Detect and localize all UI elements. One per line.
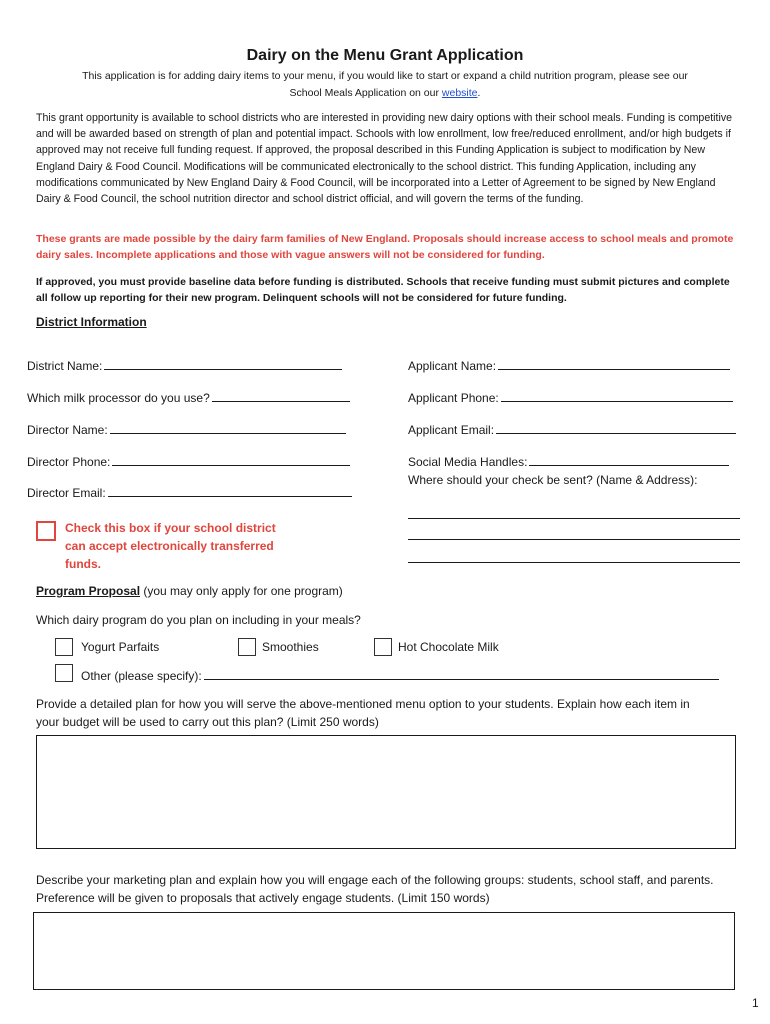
eft-label-line-3: funds. bbox=[65, 557, 101, 571]
program-proposal-note: (you may only apply for one program) bbox=[140, 584, 343, 598]
check-address-line-2[interactable] bbox=[408, 539, 740, 540]
applicant-phone-field[interactable] bbox=[408, 389, 733, 405]
smoothies-checkbox[interactable] bbox=[238, 638, 256, 656]
program-question: Which dairy program do you plan on including in your meals? bbox=[36, 613, 361, 627]
plan-prompt: Provide a detailed plan for how you will serve the above-mentioned menu option to your students. Explain how each item in your budget will be used to carry out this plan? (Limit 250 words) bbox=[36, 697, 690, 729]
yogurt-parfaits-label: Yogurt Parfaits bbox=[81, 640, 160, 654]
applicant-phone-label: Applicant Phone: bbox=[408, 391, 499, 405]
social-media-field[interactable] bbox=[408, 453, 729, 469]
eft-label-line-2: can accept electronically transferred bbox=[65, 539, 274, 553]
director-phone-line[interactable] bbox=[112, 453, 350, 466]
applicant-email-field[interactable] bbox=[408, 421, 736, 437]
district-name-line[interactable] bbox=[104, 357, 342, 370]
director-name-label: Director Name: bbox=[27, 423, 108, 437]
program-proposal-heading-row bbox=[36, 584, 343, 598]
director-name-field[interactable] bbox=[27, 421, 346, 437]
applicant-name-label: Applicant Name: bbox=[408, 359, 497, 373]
social-media-line[interactable] bbox=[529, 453, 729, 466]
milk-processor-line[interactable] bbox=[212, 389, 350, 402]
reporting-notice: If approved, you must provide baseline data before funding is distributed. Schools that receive funding must submit pictures and complete all follow up reporting for their new program. Delinquent schools will not be considered for future funding. bbox=[36, 276, 730, 305]
other-program-checkbox[interactable] bbox=[55, 664, 73, 682]
applicant-email-line[interactable] bbox=[496, 421, 736, 434]
eft-label-line-1: Check this box if your school district bbox=[65, 521, 276, 535]
intro-line-1: This application is for adding dairy items to your menu, if you would like to start or expand a child nutrition program, please see our bbox=[82, 70, 688, 82]
yogurt-parfaits-checkbox[interactable] bbox=[55, 638, 73, 656]
intro-line-2: School Meals Application on our bbox=[289, 87, 439, 99]
marketing-textarea[interactable] bbox=[33, 912, 735, 990]
district-information-heading: District Information bbox=[36, 315, 147, 329]
smoothies-label: Smoothies bbox=[262, 640, 319, 654]
check-address-line-1[interactable] bbox=[408, 518, 740, 519]
intro-text bbox=[30, 68, 740, 102]
eft-checkbox[interactable] bbox=[36, 521, 56, 541]
page-title: Dairy on the Menu Grant Application bbox=[246, 47, 524, 64]
other-program-line[interactable] bbox=[204, 667, 719, 680]
eft-label bbox=[65, 519, 276, 573]
grant-description: This grant opportunity is available to school districts who are interested in providing new dairy options with their school meals. Funding is competitive and will be awarded based on strength of plan and potential impact. Schools with low enrollment, low free/reduced enrollment, and/or high budgets if approved may not receive full funding request. If approved, the proposal described in this Funding Application is subject to modification by New England Dairy & Food Council. Modifications will be communicated electronically to the school district. This funding Application, including any modifications communicated by New England Dairy & Food Council, will be incorporated into a Letter of Agreement to be signed by New England Dairy & Food Council, the school nutrition director and school district official, and will govern the terms of the funding. bbox=[36, 112, 733, 206]
hot-chocolate-milk-checkbox[interactable] bbox=[374, 638, 392, 656]
marketing-prompt: Describe your marketing plan and explain how you will engage each of the following groups: students, school staff, and parents. Preference will be given to proposals that actively engage students. (Limit 150 words) bbox=[36, 873, 714, 905]
director-phone-field[interactable] bbox=[27, 453, 350, 469]
milk-processor-field[interactable] bbox=[27, 389, 350, 405]
applicant-email-label: Applicant Email: bbox=[408, 423, 495, 437]
page-number: 1 bbox=[752, 996, 759, 1010]
website-link[interactable]: website bbox=[441, 87, 478, 99]
district-name-label: District Name: bbox=[27, 359, 103, 373]
director-email-line[interactable] bbox=[108, 484, 352, 497]
applicant-phone-line[interactable] bbox=[501, 389, 733, 402]
other-program-field[interactable] bbox=[81, 667, 719, 683]
applicant-name-line[interactable] bbox=[498, 357, 730, 370]
director-name-line[interactable] bbox=[110, 421, 346, 434]
applicant-name-field[interactable] bbox=[408, 357, 730, 373]
social-media-label: Social Media Handles: bbox=[408, 455, 528, 469]
director-email-field[interactable] bbox=[27, 484, 352, 500]
check-address-label: Where should your check be sent? (Name & Address): bbox=[408, 473, 698, 487]
district-name-field[interactable] bbox=[27, 357, 342, 373]
intro-period: . bbox=[477, 87, 481, 99]
check-address-line-3[interactable] bbox=[408, 562, 740, 563]
plan-textarea[interactable] bbox=[36, 735, 736, 849]
program-proposal-heading: Program Proposal bbox=[36, 584, 141, 598]
funding-notice: These grants are made possible by the dairy farm families of New England. Proposals should increase access to school meals and promote dairy sales. Incomplete applications and those with vague answers will not be considered for funding. bbox=[36, 233, 734, 262]
milk-processor-label: Which milk processor do you use? bbox=[27, 391, 210, 405]
hot-chocolate-milk-label: Hot Chocolate Milk bbox=[398, 640, 499, 654]
director-phone-label: Director Phone: bbox=[27, 455, 111, 469]
other-program-label: Other (please specify): bbox=[81, 669, 202, 683]
director-email-label: Director Email: bbox=[27, 486, 106, 500]
